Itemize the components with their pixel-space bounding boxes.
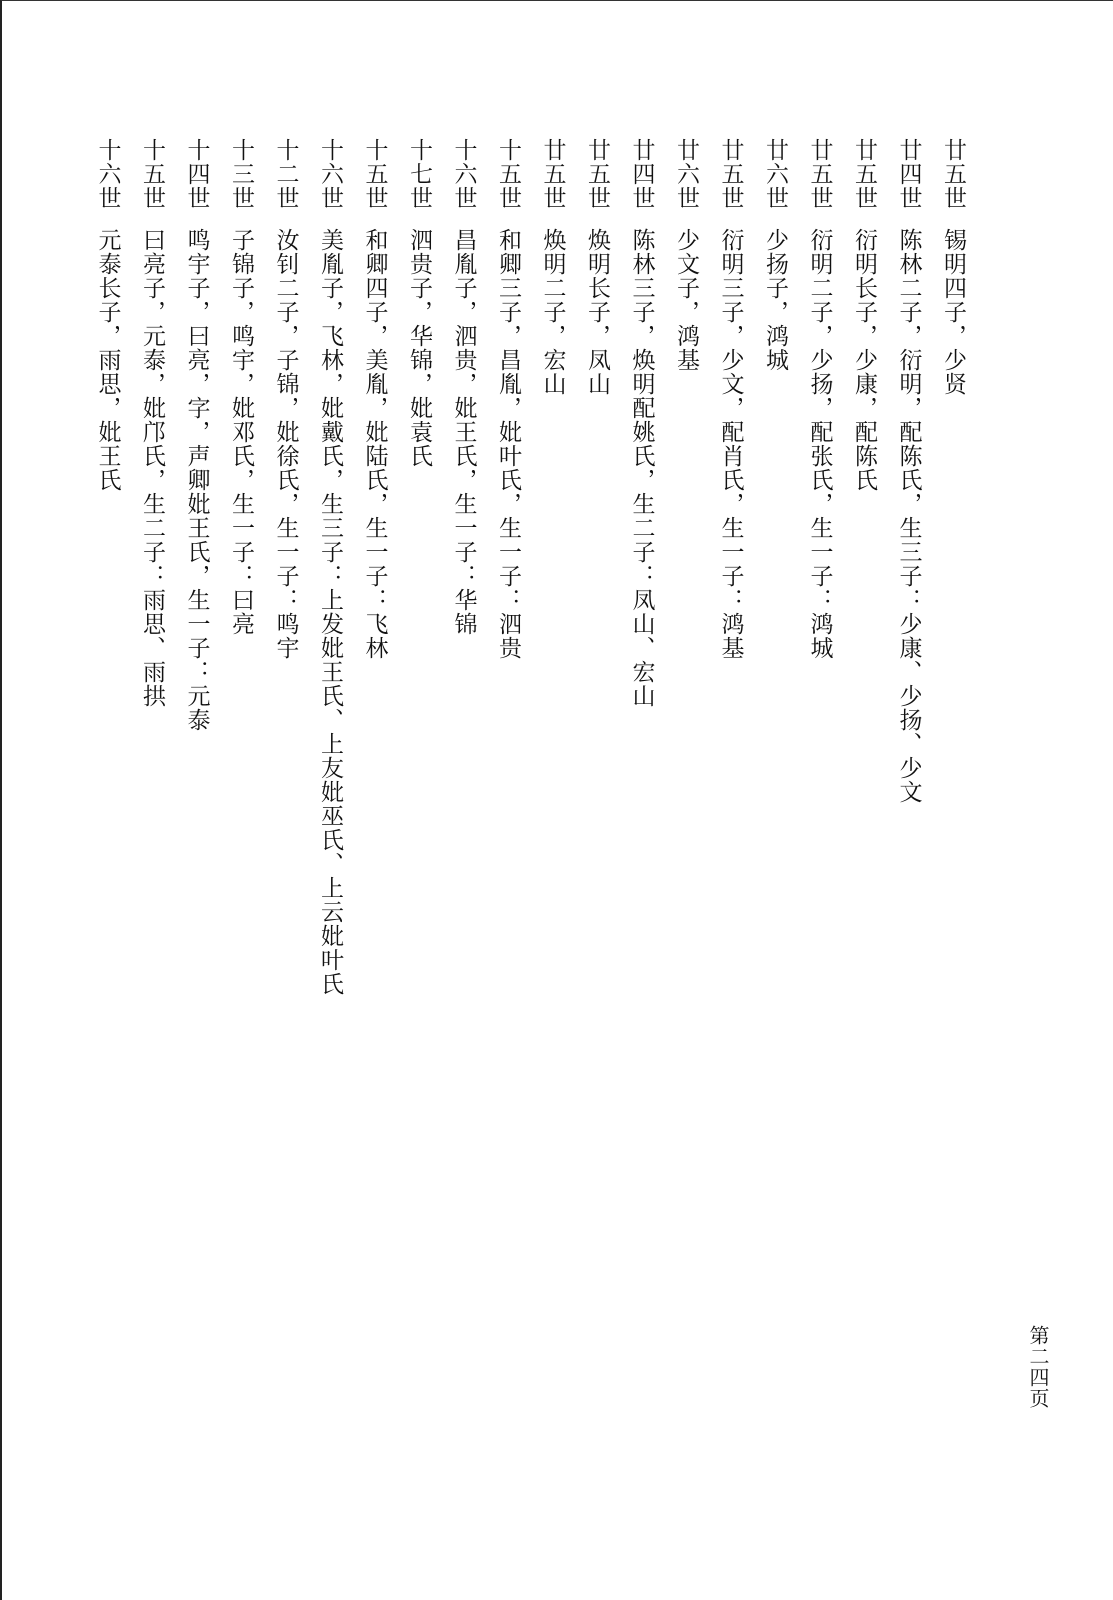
entry-text: 美胤子，飞林，妣戴氏，生三子：上发妣王氏、上友妣巫氏、上云妣叶氏 [317, 228, 343, 996]
genealogy-entry [85, 138, 130, 1558]
generation-label: 十五世 [495, 138, 521, 210]
generation-label: 廿五世 [806, 138, 833, 210]
genealogy-entry [842, 138, 887, 1558]
genealogy-entry [664, 138, 709, 1558]
generation-label: 廿五世 [539, 138, 566, 210]
entry-text: 和卿三子，昌胤，妣叶氏，生一子：泗贵 [495, 228, 521, 660]
page-number: 第二四页 [1026, 1325, 1050, 1409]
generation-label: 廿五世 [717, 138, 744, 210]
generation-label: 十五世 [361, 138, 388, 210]
genealogy-text-block [85, 138, 975, 1558]
generation-label: 十七世 [406, 138, 432, 210]
genealogy-entry [397, 138, 442, 1558]
generation-label: 十三世 [228, 138, 254, 210]
genealogy-entry [174, 138, 219, 1558]
genealogy-entry [530, 138, 575, 1558]
generation-label: 廿五世 [584, 138, 610, 210]
entry-text: 少扬子，鸿城 [762, 228, 788, 372]
genealogy-entry [619, 138, 664, 1558]
genealogy-entry [219, 138, 264, 1558]
genealogy-entry [352, 138, 397, 1558]
entry-text: 衍明长子，少康，配陈氏 [851, 228, 877, 492]
genealogy-entry [931, 138, 976, 1558]
generation-label: 廿五世 [851, 138, 877, 210]
genealogy-entry [130, 138, 175, 1558]
generation-label: 十二世 [272, 138, 299, 210]
entry-text: 陈林二子，衍明，配陈氏，生三子：少康、少扬、少文 [895, 228, 922, 804]
entry-text: 衍明三子，少文，配肖氏，生一子：鸿基 [717, 228, 744, 660]
entry-text: 和卿四子，美胤，妣陆氏，生一子：飞林 [361, 228, 388, 660]
entry-text: 锡明四子，少贤 [940, 228, 966, 396]
generation-label: 十六世 [450, 138, 477, 210]
entry-text: 元泰长子，雨思，妣王氏 [94, 228, 121, 492]
generation-label: 十六世 [94, 138, 121, 210]
entry-text: 子锦子，鸣宇，妣邓氏，生一子：曰亮 [228, 228, 254, 636]
entry-text: 曰亮子，元泰，妣邝氏，生二子：雨思、雨拱 [139, 228, 165, 708]
genealogy-entry [441, 138, 486, 1558]
genealogy-entry [886, 138, 931, 1558]
entry-text: 鸣宇子，曰亮，字，声卿妣王氏，生一子：元泰 [183, 228, 210, 732]
entry-text: 衍明二子，少扬，配张氏，生一子：鸿城 [806, 228, 833, 660]
generation-label: 廿五世 [940, 138, 966, 210]
genealogy-entry [797, 138, 842, 1558]
generation-label: 十五世 [139, 138, 165, 210]
genealogy-entry [308, 138, 353, 1558]
generation-label: 廿四世 [628, 138, 655, 210]
genealogy-entry [486, 138, 531, 1558]
generation-label: 十六世 [317, 138, 343, 210]
generation-label: 廿六世 [762, 138, 788, 210]
genealogy-entry [263, 138, 308, 1558]
generation-label: 廿六世 [673, 138, 699, 210]
entry-text: 泗贵子，华锦，妣袁氏 [406, 228, 432, 468]
entry-text: 昌胤子，泗贵，妣王氏，生一子：华锦 [450, 228, 477, 636]
entry-text: 少文子，鸿基 [673, 228, 699, 372]
genealogy-entry [575, 138, 620, 1558]
genealogy-entry [753, 138, 798, 1558]
entry-text: 汝钊二子，子锦，妣徐氏，生一子：鸣宇 [272, 228, 299, 660]
generation-label: 十四世 [183, 138, 210, 210]
entry-text: 陈林三子，焕明配姚氏，生二子：凤山、宏山 [628, 228, 655, 708]
generation-label: 廿四世 [895, 138, 922, 210]
genealogy-entry [708, 138, 753, 1558]
entry-text: 焕明长子，凤山 [584, 228, 610, 396]
entry-text: 焕明二子，宏山 [539, 228, 566, 396]
